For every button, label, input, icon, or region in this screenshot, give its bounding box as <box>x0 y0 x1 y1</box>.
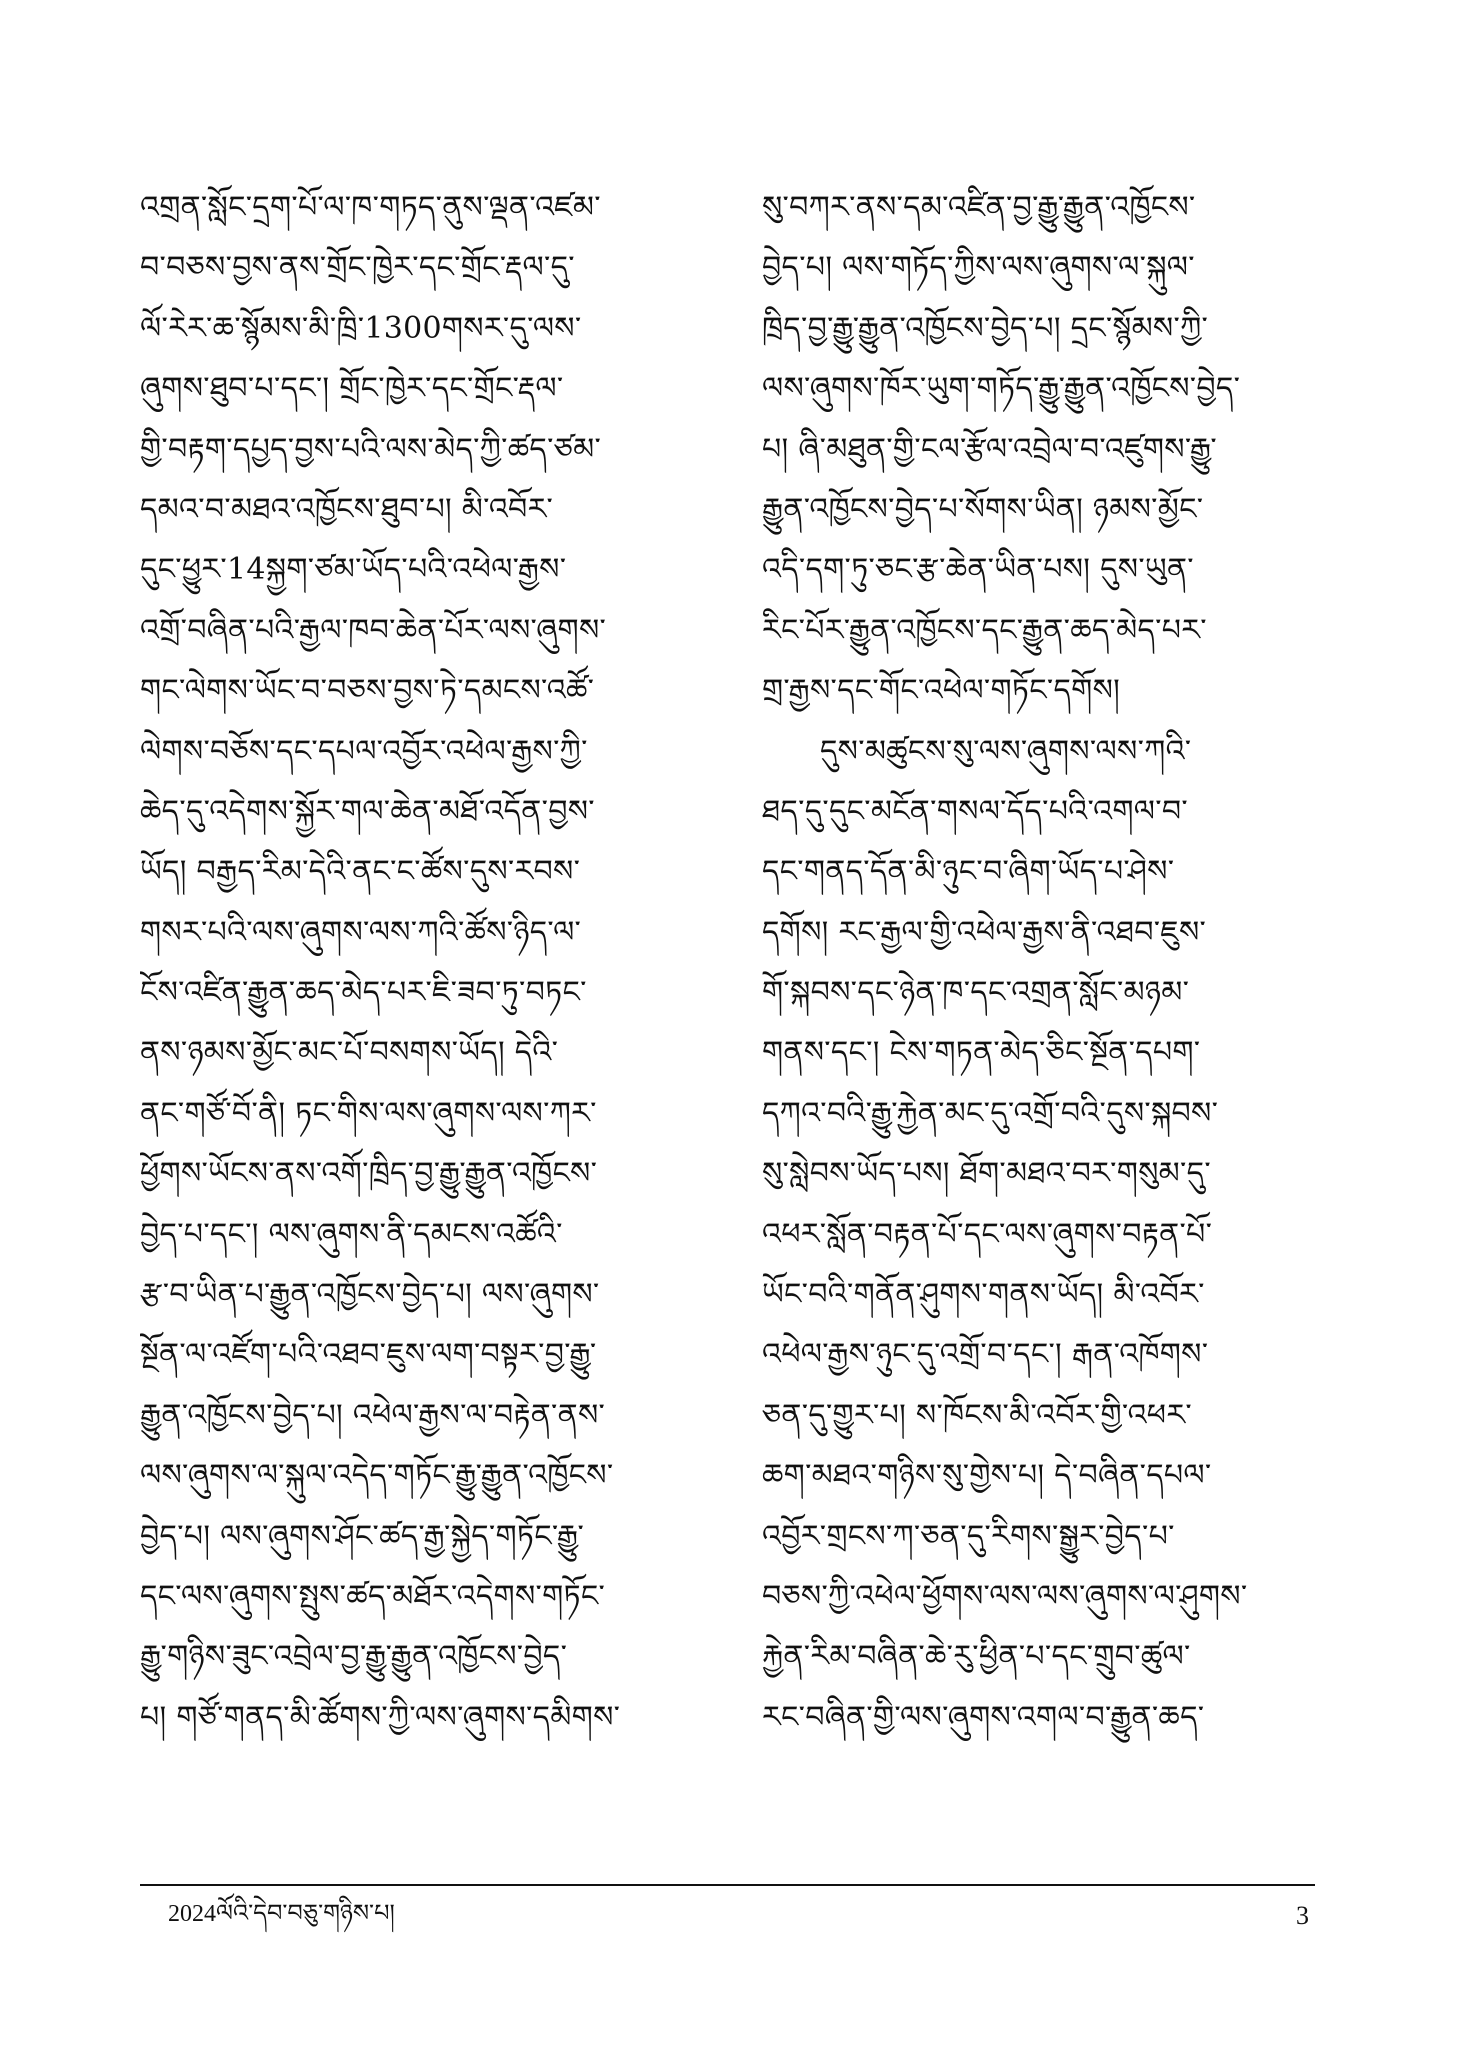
paragraph-1 <box>762 178 1317 722</box>
text-line: སྔོན་ལ་འཛོག་པའི་འཐབ་ཇུས་ལག་བསྟར་བྱ་རྒྱུ་ <box>140 1337 597 1373</box>
text-line: དམའ་བ་མཐའ་འཁྱོངས་ཐུབ་པ། མི་འབོར་ <box>140 491 554 527</box>
text-line: ཁྲིད་བྱ་རྒྱུ་རྒྱུན་འཁྱོངས་བྱེད་པ། དྲང་སྙོམས་ཀྱི་ <box>762 310 1209 346</box>
text-line: གོ་སྐབས་དང་ཉེན་ཁ་དང་འགྲན་སློང་མཉམ་ <box>762 975 1190 1011</box>
text-line: དགོས། རང་རྒྱལ་གྱི་འཕེལ་རྒྱས་ནི་འཐབ་ཇུས་ <box>762 914 1207 950</box>
text-line: རྩ་བ་ཡིན་པ་རྒྱུན་འཁྱོངས་བྱེད་པ། ལས་ཞུགས་ <box>140 1277 600 1313</box>
text-line: བཅས་ཀྱི་འཕེལ་ཕྱོགས་ལས་ལས་ཞུགས་ལ་ཤུགས་ <box>762 1578 1248 1614</box>
page-number: 3 <box>1296 1901 1309 1930</box>
text-line: ཡོང་བའི་གནོན་ཤུགས་གནས་ཡོད། མི་འབོར་ <box>762 1277 1205 1313</box>
text-line: བྱེད་པ་དང་། ལས་ཞུགས་ནི་དམངས་འཚོའི་ <box>140 1216 563 1252</box>
text-line: དང་གནད་དོན་མི་ཉུང་བ་ཞིག་ཡོད་པ་ཤེས་ <box>762 854 1175 890</box>
text-line: རང་བཞིན་གྱི་ལས་ཞུགས་འགལ་བ་རྒྱུན་ཆད་ <box>762 1699 1205 1735</box>
text-line: གང་ལེགས་ཡོང་བ་བཅས་བྱས་ཏེ་དམངས་འཚོ་ <box>140 673 595 709</box>
text-line: ལས་ཞུགས་ཁོར་ཡུག་གཏོད་རྒྱུ་རྒྱུན་འཁྱོངས་བྱེད་ <box>762 371 1241 407</box>
text-line: བྱེད་པ། ལས་ཞུགས་ཤོང་ཚད་རྒྱ་སྐྱེད་གཏོང་རྒྱུ་ <box>140 1518 585 1554</box>
text-line: གནས་དང་། ངེས་གཏན་མེད་ཅིང་སྔོན་དཔག་ <box>762 1035 1201 1071</box>
text-line: བ་བཅས་བྱས་ནས་གྲོང་ཁྱེར་དང་གྲོང་རྡལ་དུ་ <box>140 250 575 286</box>
paragraph-2 <box>762 722 1317 1749</box>
text-line: དཀའ་བའི་རྒྱུ་རྐྱེན་མང་དུ་འགྲོ་བའི་དུས་སྐབས་ <box>762 1095 1219 1131</box>
text-line: དུས་མཚུངས་སུ་ལས་ཞུགས་ལས་ཀའི་ <box>820 733 1192 769</box>
text-line: རྒྱུན་འཁྱོངས་བྱེད་པ་སོགས་ཡིན། ཉམས་མྱོང་ <box>762 491 1204 527</box>
text-line: རྒྱུ་གཉིས་ཟུང་འབྲེལ་བྱ་རྒྱུ་རྒྱུན་འཁྱོངས་བྱེད་ <box>140 1639 568 1675</box>
text-line: དུང་ཕྱུར་14སྐྱག་ཙམ་ཡོད་པའི་འཕེལ་རྒྱས་ <box>140 552 567 588</box>
text-line: འཕེལ་རྒྱས་ཉུང་དུ་འགྲོ་བ་དང་། རྒན་འཁོགས་ <box>762 1337 1209 1373</box>
text-line: འགྲོ་བཞིན་པའི་རྒྱལ་ཁབ་ཆེན་པོར་ལས་ཞུགས་ <box>140 612 607 648</box>
text-line: དང་ལས་ཞུགས་སྤུས་ཚད་མཐོར་འདེགས་གཏོང་ <box>140 1578 606 1614</box>
right-text-column <box>762 178 1317 1748</box>
text-line: སུ་བཀར་ནས་དམ་འཛིན་བྱ་རྒྱུ་རྒྱུན་འཁྱོངས་ <box>762 190 1196 225</box>
text-line: རྐྱེན་རིམ་བཞིན་ཆེ་རུ་ཕྱིན་པ་དང་གྲུབ་ཚུལ་ <box>762 1639 1191 1675</box>
text-line: སུ་སླེབས་ཡོད་པས། ཐོག་མཐའ་བར་གསུམ་དུ་ <box>762 1156 1211 1192</box>
text-line: ནས་ཉམས་མྱོང་མང་པོ་བསགས་ཡོད། དེའི་ <box>140 1035 559 1071</box>
text-line: བྱེད་པ། ལས་གཏོད་ཀྱིས་ལས་ཞུགས་ལ་སྐུལ་ <box>762 250 1195 286</box>
text-line: ངོས་འཛིན་རྒྱུན་ཆད་མེད་པར་ཇི་ཟབ་ཏུ་བཏང་ <box>140 975 587 1011</box>
text-line: གྱི་བརྟག་དཔྱད་བྱས་པའི་ལས་མེད་ཀྱི་ཚད་ཙམ་ <box>140 431 602 467</box>
text-line: པ། ཞི་མཐུན་གྱི་ངལ་རྩོལ་འབྲེལ་བ་འཛུགས་རྒྱུ་ <box>762 431 1218 467</box>
text-line: ལས་ཞུགས་ལ་སྐུལ་འདེད་གཏོང་རྒྱུ་རྒྱུན་འཁྱོངས་ <box>140 1458 614 1494</box>
text-line: ཅན་དུ་གྱུར་པ། ས་ཁོངས་མི་འབོར་གྱི་འཕར་ <box>762 1397 1192 1433</box>
text-line: ཆག་མཐའ་གཉིས་སུ་གྱེས་པ། དེ་བཞིན་དཔལ་ <box>762 1458 1212 1494</box>
text-line: ཆེད་དུ་འདེགས་སྐྱོར་གལ་ཆེན་མཐོ་འདོན་བྱས་ <box>140 793 595 829</box>
text-line: ལོ་རེར་ཆ་སྙོམས་མི་ཁྲི་1300གསར་དུ་ལས་ <box>140 310 582 346</box>
text-line: འཕར་སློན་བརྟན་པོ་དང་ལས་ཞུགས་བརྟན་པོ་ <box>762 1216 1213 1252</box>
text-line: ཕྱོགས་ཡོངས་ནས་འགོ་ཁྲིད་བྱ་རྒྱུ་རྒྱུན་འཁྱོངས་ <box>140 1156 598 1192</box>
text-line: གསར་པའི་ལས་ཞུགས་ལས་ཀའི་ཚོས་ཉིད་ལ་ <box>140 914 582 950</box>
text-line: ལེགས་བཅོས་དང་དཔལ་འབྱོར་འཕེལ་རྒྱས་ཀྱི་ <box>140 733 588 769</box>
left-text-column <box>140 178 695 1748</box>
text-line: པ། གཙོ་གནད་མི་ཚོགས་ཀྱི་ལས་ཞུགས་དམིགས་ <box>140 1699 621 1735</box>
text-line: འབྱོར་གྲངས་ཀ་ཅན་དུ་རིགས་སྒྱུར་བྱེད་པ་ <box>762 1518 1175 1554</box>
text-line: འགྲན་སློང་དྲག་པོ་ལ་ཁ་གཏད་ནུས་ལྡན་འཛམ་ <box>140 190 601 225</box>
text-line: ཞུགས་ཐུབ་པ་དང་། གྲོང་ཁྱེར་དང་གྲོང་རྡལ་ <box>140 371 564 407</box>
text-line: གྲ་རྒྱས་དང་གོང་འཕེལ་གཏོང་དགོས། <box>762 673 1121 709</box>
footer-divider <box>140 1884 1315 1886</box>
text-line: རྒྱུན་འཁྱོངས་བྱེད་པ། འཕེལ་རྒྱས་ལ་བརྟེན་ནས་ <box>140 1397 606 1433</box>
text-line: ནང་གཙོ་བོ་ནི། ཏང་གིས་ལས་ཞུགས་ལས་ཀར་ <box>140 1095 597 1131</box>
issue-label: 2024ལོའི་དེབ་བཅུ་གཉིས་པ། <box>168 1901 395 1927</box>
text-line: ཡོད། བརྒྱད་རིམ་དེའི་ནང་ང་ཚོས་དུས་རབས་ <box>140 854 581 890</box>
text-line: ཐད་དུ་དུང་མངོན་གསལ་དོད་པའི་འགལ་བ་ <box>762 793 1188 829</box>
text-line: འདི་དག་ཏུ་ཅང་རྩ་ཆེན་ཡིན་པས། དུས་ཡུན་ <box>762 552 1194 588</box>
text-line: རིང་པོར་རྒྱུན་འཁྱོངས་དང་རྒྱུན་ཆད་མེད་པར་ <box>762 612 1207 648</box>
